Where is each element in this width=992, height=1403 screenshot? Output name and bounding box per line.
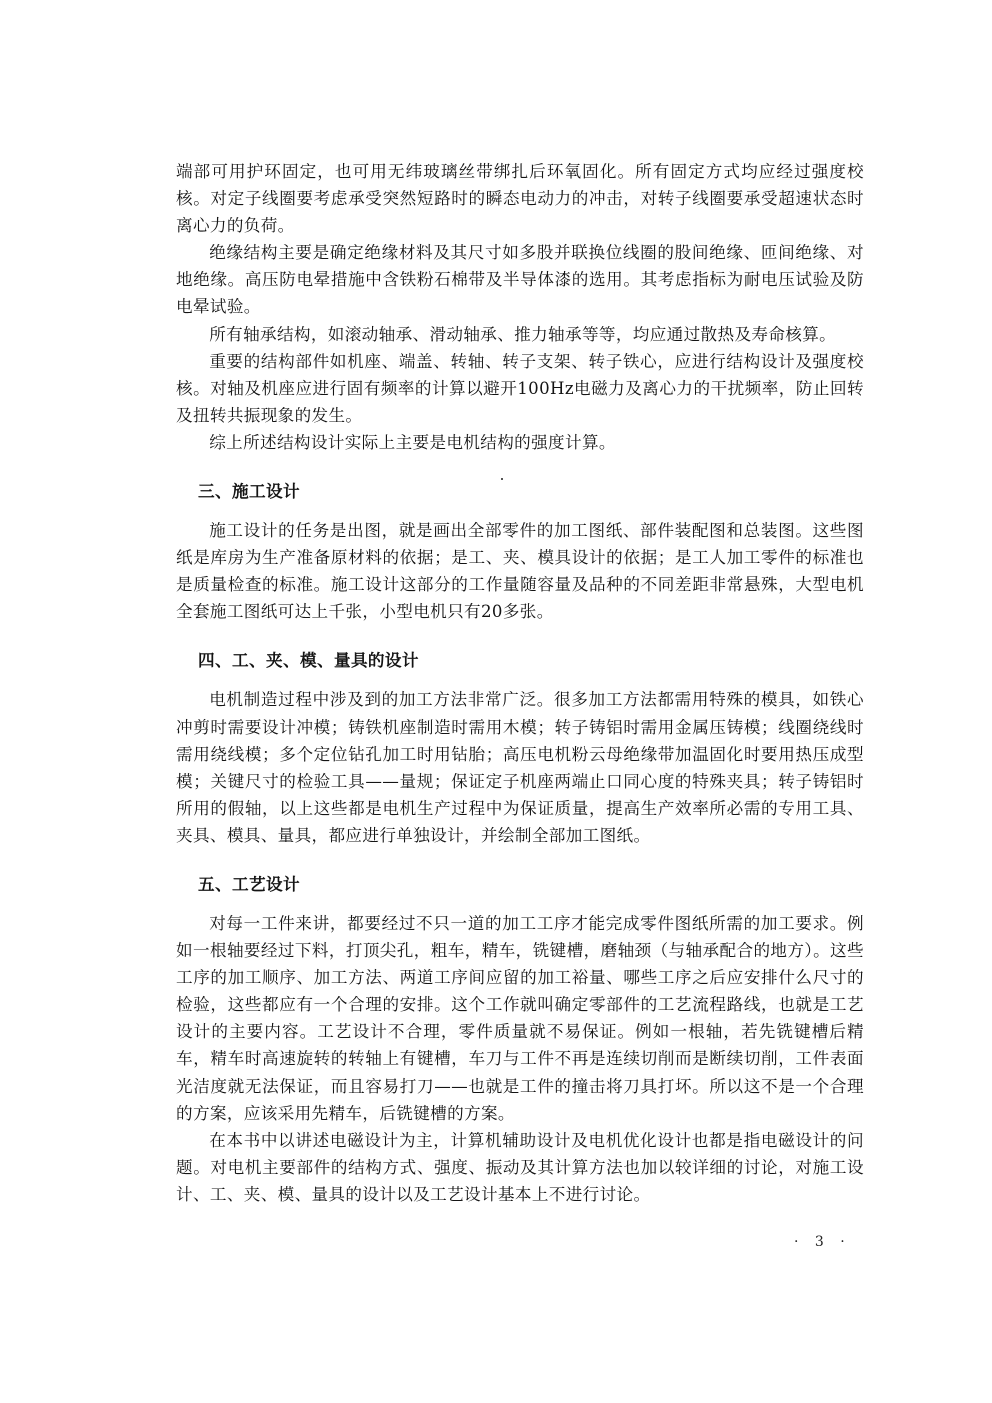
body-paragraph: 在本书中以讲述电磁设计为主，计算机辅助设计及电机优化设计也都是指电磁设计的问题。对电机主要部件的结构方式、强度、振动及其计算方法也加以较详细的讨论，对施工设计、工、夹、模、量具的设计以及工艺设计基本上不进行讨论。 [176, 1130, 864, 1204]
section-heading: 四、工、夹、模、量具的设计 [198, 651, 419, 671]
body-paragraph: 所有轴承结构，如滚动轴承、滑动轴承、推力轴承等等，均应通过散热及寿命核算。 [209, 324, 837, 344]
body-paragraph: 对每一工件来讲，都要经过不只一道的加工工序才能完成零件图纸所需的加工要求。例如一根轴要经过下料，打顶尖孔，粗车，精车，铣键槽，磨轴颈（与轴承配合的地方）。这些工序的加工顺序、加工方法、两道工序间应留的加工裕量、哪些工序之后应安排什么尺寸的检验，这些都应有一个合理的安排。这个工作就叫确定零部件的工艺流程路线，也就是工艺设计的主要内容。工艺设计不合理，零件质量就不易保证。例如一根轴，若先铣键槽后精车，精车时高速旋转的转轴上有键槽，车刀与工件不再是连续切削而是断续切削，工件表面光洁度就无法保证，而且容易打刀——也就是工件的撞击将刀具打坏。所以这不是一个合理的方案，应该采用先精车，后铣键槽的方案。 [176, 913, 864, 1123]
body-paragraph: 电机制造过程中涉及到的加工方法非常广泛。很多加工方法都需用特殊的模具，如铁心冲剪时需要设计冲模；铸铁机座制造时需用木模；转子铸铝时需用金属压铸模；线圈绕线时需用绕线模；多个定位钻孔加工时用钻胎；高压电机粉云母绝缘带加温固化时要用热压成型模；关键尺寸的检验工具——量规；保证定子机座两端止口同心度的特殊夹具；转子铸铝时所用的假轴，以上这些都是电机生产过程中为保证质量，提高生产效率所必需的专用工具、夹具、模具、量具，都应进行单独设计，并绘制全部加工图纸。 [176, 690, 864, 845]
body-paragraph: 端部可用护环固定，也可用无纬玻璃丝带绑扎后环氧固化。所有固定方式均应经过强度校核。对定子线圈要考虑承受突然短路时的瞬态电动力的冲击，对转子线圈要承受超速状态时离心力的负荷。 [176, 162, 864, 236]
body-paragraph: 重要的结构部件如机座、端盖、转轴、转子支架、转子铁心，应进行结构设计及强度校核。对轴及机座应进行固有频率的计算以避开100Hz电磁力及离心力的干扰频率，防止回转及扭转共振现象的发生。 [176, 351, 864, 425]
body-paragraph: 综上所述结构设计实际上主要是电机结构的强度计算。 [209, 432, 616, 452]
page-number: · 3 · [794, 1234, 851, 1250]
page-body [176, 158, 864, 1208]
section-heading: 三、施工设计 [198, 482, 300, 502]
body-paragraph: 绝缘结构主要是确定绝缘材料及其尺寸如多股并联换位线圈的股间绝缘、匝间绝缘、对地绝缘。高压防电晕措施中含铁粉石棉带及半导体漆的选用。其考虑指标为耐电压试验及防电晕试验。 [176, 243, 864, 317]
body-paragraph: 施工设计的任务是出图，就是画出全部零件的加工图纸、部件装配图和总装图。这些图纸是库房为生产准备原材料的依据；是工、夹、模具设计的依据；是工人加工零件的标准也是质量检查的标准。施工设计这部分的工作量随容量及品种的不同差距非常悬殊，大型电机全套施工图纸可达上千张，小型电机只有20多张。 [176, 521, 864, 622]
scan-speck [501, 478, 503, 480]
section-heading: 五、工艺设计 [198, 874, 300, 894]
